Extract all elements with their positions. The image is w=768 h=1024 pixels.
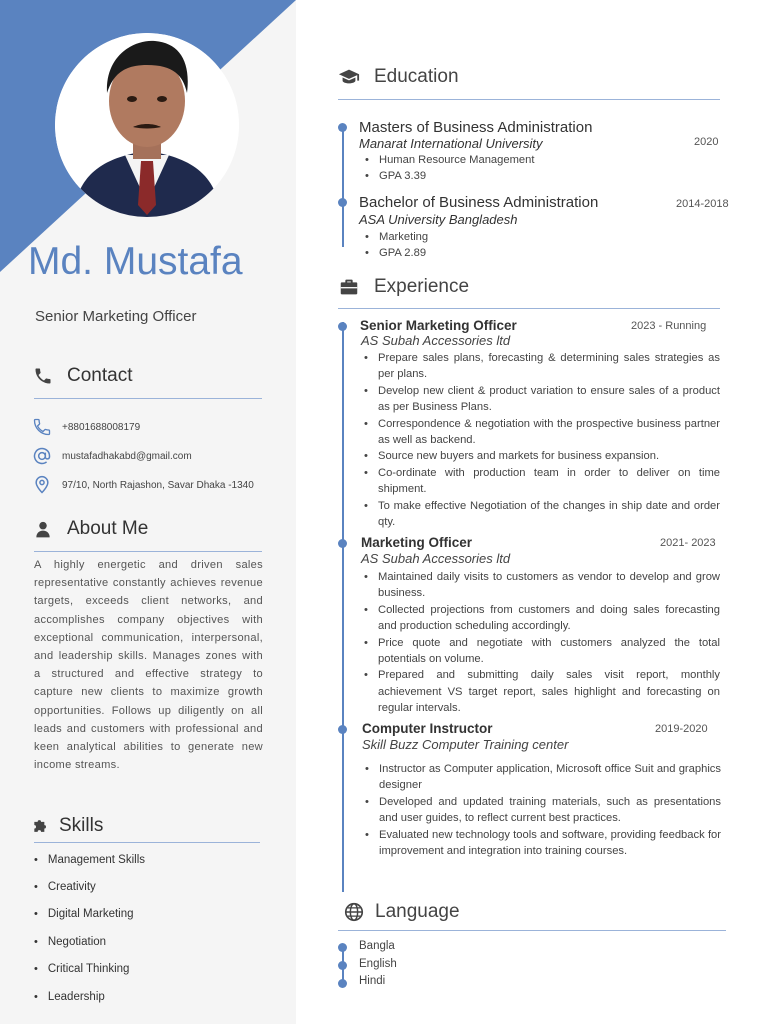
contact-phone-row xyxy=(32,417,140,437)
job-bullet: • Instructor as Computer application, Microsoft office Suit and graphics designer xyxy=(361,761,721,794)
education-school: Manarat International University xyxy=(359,136,543,151)
education-divider xyxy=(338,99,720,100)
education-details xyxy=(361,229,701,262)
language-heading-label: Language xyxy=(375,901,460,922)
about-heading xyxy=(33,518,148,540)
timeline-dot xyxy=(338,725,347,734)
at-sign-icon xyxy=(32,446,52,466)
phone-icon xyxy=(33,366,53,386)
language-divider xyxy=(338,930,726,931)
language-heading xyxy=(343,901,460,923)
job-title: Marketing Officer xyxy=(361,535,473,550)
job-bullet: • Price quote and negotiate with customers analyzed the total potentials on volume. xyxy=(360,635,720,668)
job-period: 2023 - Running xyxy=(631,320,707,332)
job-bullet: • Source new buyers and markets for business expansion. xyxy=(360,448,720,464)
skill-item: • Leadership xyxy=(34,983,145,1010)
education-details xyxy=(361,152,701,185)
timeline-dot xyxy=(338,539,347,548)
about-text: A highly energetic and driven sales representative constantly achieves revenue targets, exceeds client networks, and accomplishes company objectives with exceptional communication, interpersonal, and leadership skills. Manages zones with a structured and effective strategy to capture new clients to maximize growth opportunities. Follows up diligently on all leads and customers with professional and keen analytical abilities to generate new income streams. xyxy=(34,559,263,772)
experience-timeline xyxy=(342,322,344,892)
contact-email-row xyxy=(32,446,192,466)
timeline-dot xyxy=(338,322,347,331)
about-divider xyxy=(34,551,262,552)
skills-list xyxy=(34,846,145,1010)
globe-icon xyxy=(343,901,365,923)
timeline-dot xyxy=(338,123,347,132)
education-year: 2020 xyxy=(694,136,719,148)
sidebar xyxy=(0,0,296,1024)
contact-address-row xyxy=(32,475,254,495)
contact-divider xyxy=(34,398,262,399)
profile-name: Md. Mustafa xyxy=(28,240,243,283)
timeline-dot xyxy=(338,961,347,970)
skill-item: • Management Skills xyxy=(34,846,145,873)
timeline-dot xyxy=(338,943,347,952)
education-school: ASA University Bangladesh xyxy=(359,212,518,227)
skill-item: • Creativity xyxy=(34,873,145,900)
puzzle-icon xyxy=(31,816,51,836)
job-bullet: • Co-ordinate with production team in order to deliver on time shipment. xyxy=(360,465,720,498)
language-item: English xyxy=(359,958,397,970)
skill-item: • Negotiation xyxy=(34,928,145,955)
job-bullet: • Collected projections from customers and doing sales forecasting and production scheduling accordingly. xyxy=(360,602,720,635)
job-bullet: • Prepared and submitting daily sales visit report, monthly achievement VS target report, sales highlight and forecasting on regular intervals. xyxy=(360,667,720,716)
education-detail-item: • GPA 2.89 xyxy=(361,245,701,261)
education-detail-item: • GPA 3.39 xyxy=(361,168,701,184)
timeline-dot xyxy=(338,198,347,207)
experience-divider xyxy=(338,308,720,309)
job-title: Computer Instructor xyxy=(362,721,493,736)
education-heading xyxy=(338,66,459,88)
education-detail-item: • Marketing xyxy=(361,229,701,245)
job-company: AS Subah Accessories ltd xyxy=(361,551,511,566)
contact-phone[interactable]: +8801688008179 xyxy=(62,421,141,433)
contact-heading-label: Contact xyxy=(67,365,133,386)
job-bullet: • Evaluated new technology tools and software, providing feedback for improvement and integration into training courses. xyxy=(361,827,721,860)
skills-divider xyxy=(34,842,260,843)
briefcase-icon xyxy=(338,276,360,298)
job-bullets xyxy=(361,761,721,859)
job-bullets xyxy=(360,350,720,530)
education-degree: Bachelor of Business Administration xyxy=(359,194,599,211)
job-bullet: • Develop new client & product variation to ensure sales of a product as per Business Plans. xyxy=(360,383,720,416)
about-heading-label: About Me xyxy=(67,518,149,539)
job-bullet: • Developed and updated training materials, such as presentations and user guides, to reflect current best practices. xyxy=(361,794,721,827)
job-bullet: • Correspondence & negotiation with the prospective business partner as well as backend. xyxy=(360,416,720,449)
graduation-cap-icon xyxy=(338,66,360,88)
experience-heading-label: Experience xyxy=(374,276,470,297)
user-icon xyxy=(33,519,53,539)
contact-email[interactable]: mustafadhakabd@gmail.com xyxy=(62,450,192,462)
job-title: Senior Marketing Officer xyxy=(360,318,517,333)
education-degree: Masters of Business Administration xyxy=(359,119,593,136)
language-item: Bangla xyxy=(359,940,395,952)
profile-photo xyxy=(55,33,239,217)
job-company: AS Subah Accessories ltd xyxy=(361,333,511,348)
job-bullet: • Maintained daily visits to customers as vendor to develop and grow business. xyxy=(360,569,720,602)
education-detail-item: • Human Resource Management xyxy=(361,152,701,168)
skill-item: • Critical Thinking xyxy=(34,956,145,983)
skills-heading-label: Skills xyxy=(59,815,104,836)
education-heading-label: Education xyxy=(374,66,459,87)
profile-title: Senior Marketing Officer xyxy=(35,308,197,325)
job-bullet: • To make effective Negotiation of the changes in ship date and order qty. xyxy=(360,498,720,531)
skills-heading xyxy=(31,815,103,837)
skill-item: • Digital Marketing xyxy=(34,901,145,928)
job-period: 2021- 2023 xyxy=(660,537,716,549)
job-period: 2019-2020 xyxy=(655,723,708,735)
language-item: Hindi xyxy=(359,975,386,987)
job-company: Skill Buzz Computer Training center xyxy=(362,737,569,752)
education-year: 2014-2018 xyxy=(676,198,729,210)
job-bullet: • Prepare sales plans, forecasting & determining sales strategies as per plans. xyxy=(360,350,720,383)
location-pin-icon xyxy=(32,475,52,495)
experience-heading xyxy=(338,276,469,298)
education-timeline xyxy=(342,127,344,247)
phone-outline-icon xyxy=(32,417,52,437)
timeline-dot xyxy=(338,979,347,988)
contact-address: 97/10, North Rajashon, Savar Dhaka -1340 xyxy=(62,479,254,491)
contact-heading xyxy=(33,365,132,387)
job-bullets xyxy=(360,569,720,717)
